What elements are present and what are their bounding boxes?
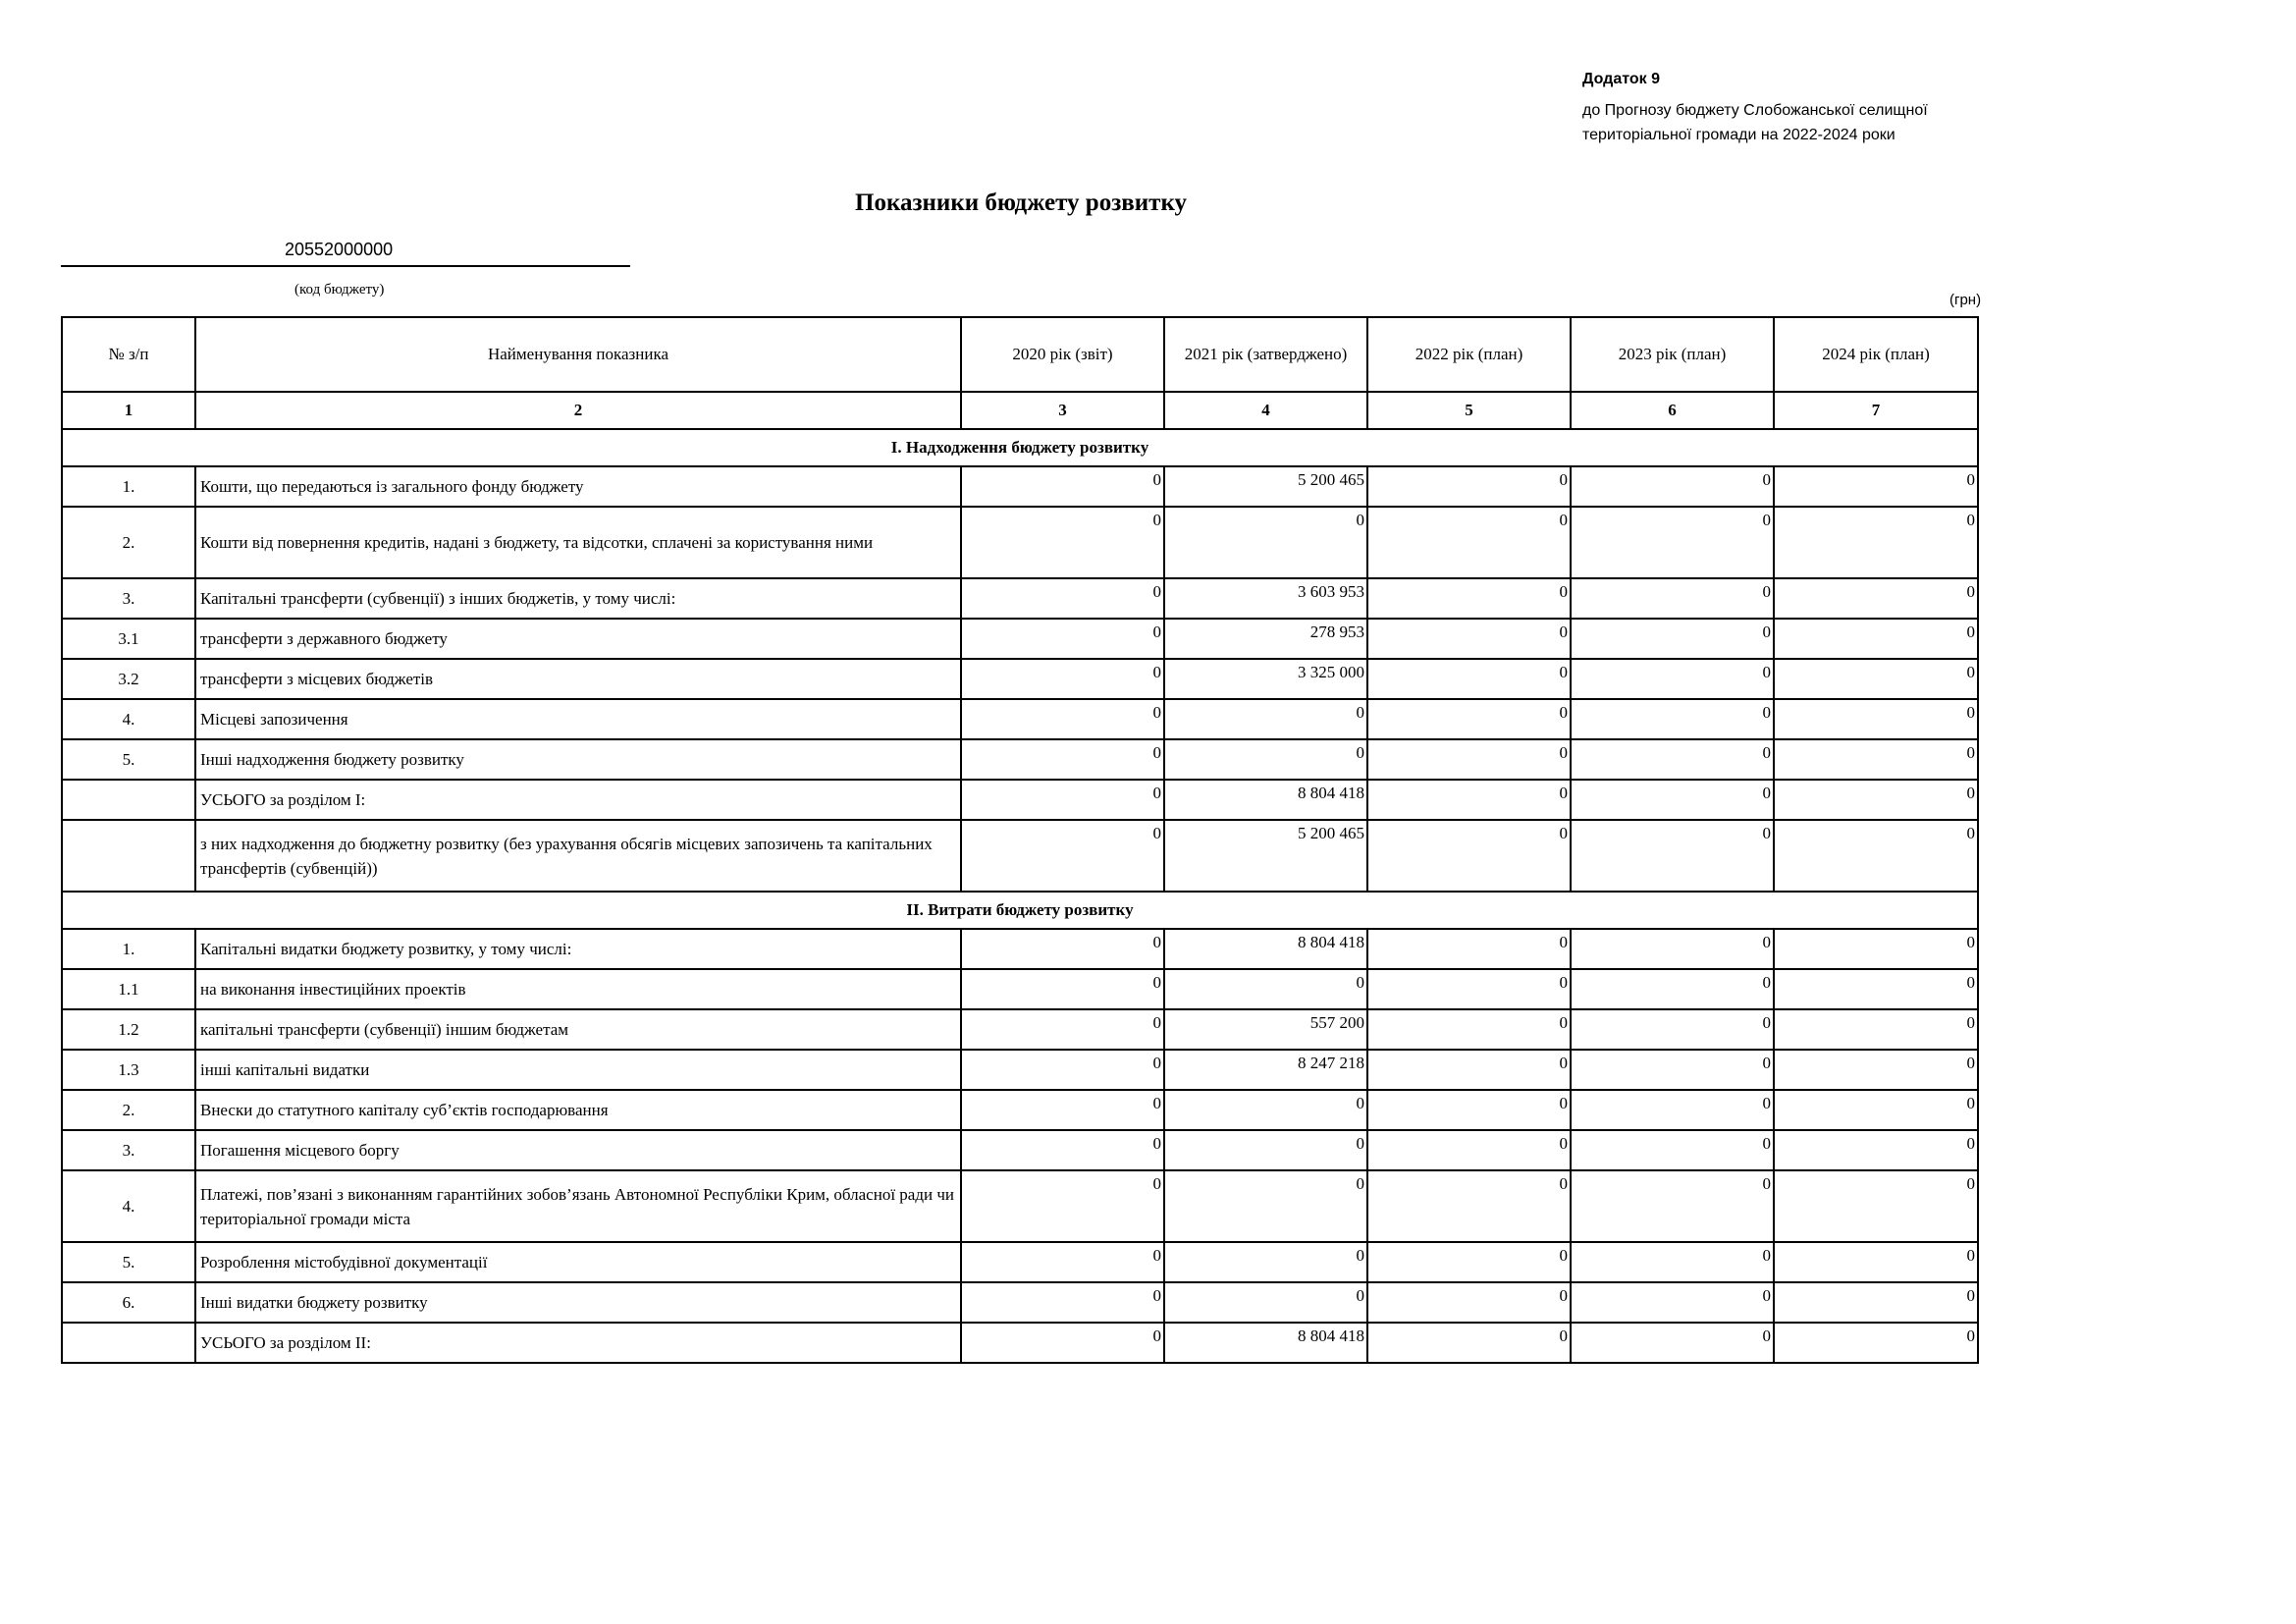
value-2024: 0 (1774, 1050, 1978, 1090)
row-number: 3.2 (62, 659, 195, 699)
value-2021: 0 (1164, 969, 1367, 1009)
value-2024: 0 (1774, 1323, 1978, 1363)
header-2024: 2024 рік (план) (1774, 317, 1978, 392)
row-number: 6. (62, 1282, 195, 1323)
value-2023: 0 (1571, 1090, 1774, 1130)
table-row (62, 659, 1978, 699)
row-number (62, 780, 195, 820)
annex-line-1: до Прогнозу бюджету Слобожанської селищної (1582, 102, 1928, 119)
annex-line-2: територіальної громади на 2022-2024 роки (1582, 127, 1896, 143)
section-header-row (62, 892, 1978, 929)
value-2023: 0 (1571, 619, 1774, 659)
row-number: 1.2 (62, 1009, 195, 1050)
value-2023: 0 (1571, 1130, 1774, 1170)
row-number: 1.3 (62, 1050, 195, 1090)
value-2022: 0 (1367, 739, 1571, 780)
table-row (62, 699, 1978, 739)
budget-code-caption: (код бюджету) (294, 282, 385, 298)
table-row (62, 1009, 1978, 1050)
header-name: Найменування показника (195, 317, 961, 392)
table-row (62, 1242, 1978, 1282)
value-2023: 0 (1571, 820, 1774, 892)
value-2021: 0 (1164, 1242, 1367, 1282)
table-row (62, 1282, 1978, 1323)
value-2022: 0 (1367, 659, 1571, 699)
value-2021: 3 603 953 (1164, 578, 1367, 619)
value-2020: 0 (961, 739, 1164, 780)
value-2023: 0 (1571, 507, 1774, 578)
value-2022: 0 (1367, 1050, 1571, 1090)
currency-units: (грн) (1949, 292, 1982, 308)
budget-code-underline (61, 265, 630, 267)
value-2020: 0 (961, 929, 1164, 969)
row-name: Інші надходження бюджету розвитку (195, 739, 961, 780)
section-title: І. Надходження бюджету розвитку (62, 429, 1978, 466)
value-2020: 0 (961, 1050, 1164, 1090)
column-number: 4 (1164, 392, 1367, 429)
value-2020: 0 (961, 507, 1164, 578)
value-2022: 0 (1367, 619, 1571, 659)
row-name: Кошти від повернення кредитів, надані з бюджету, та відсотки, сплачені за користування ними (195, 507, 961, 578)
row-name: Погашення місцевого боргу (195, 1130, 961, 1170)
row-number: 1. (62, 466, 195, 507)
table-row (62, 969, 1978, 1009)
row-name: на виконання інвестиційних проектів (195, 969, 961, 1009)
value-2020: 0 (961, 466, 1164, 507)
value-2024: 0 (1774, 619, 1978, 659)
value-2022: 0 (1367, 969, 1571, 1009)
document-title: Показники бюджету розвитку (855, 189, 1187, 216)
value-2024: 0 (1774, 1170, 1978, 1242)
value-2024: 0 (1774, 1282, 1978, 1323)
table-row (62, 929, 1978, 969)
value-2020: 0 (961, 1242, 1164, 1282)
table-header-row (62, 317, 1978, 392)
column-number: 7 (1774, 392, 1978, 429)
value-2021: 8 804 418 (1164, 929, 1367, 969)
row-name: Капітальні трансферти (субвенції) з інших бюджетів, у тому числі: (195, 578, 961, 619)
budget-code: 20552000000 (285, 240, 394, 259)
value-2020: 0 (961, 699, 1164, 739)
value-2023: 0 (1571, 466, 1774, 507)
value-2024: 0 (1774, 780, 1978, 820)
value-2021: 278 953 (1164, 619, 1367, 659)
value-2024: 0 (1774, 1130, 1978, 1170)
value-2020: 0 (961, 969, 1164, 1009)
value-2021: 0 (1164, 1130, 1367, 1170)
value-2022: 0 (1367, 1242, 1571, 1282)
row-number (62, 1323, 195, 1363)
table-row (62, 1130, 1978, 1170)
table-row (62, 1323, 1978, 1363)
value-2024: 0 (1774, 820, 1978, 892)
row-number: 4. (62, 1170, 195, 1242)
value-2024: 0 (1774, 659, 1978, 699)
row-name: Місцеві запозичення (195, 699, 961, 739)
value-2024: 0 (1774, 466, 1978, 507)
value-2020: 0 (961, 1282, 1164, 1323)
header-2023: 2023 рік (план) (1571, 317, 1774, 392)
row-name: УСЬОГО за розділом І: (195, 780, 961, 820)
row-name: Розроблення містобудівної документації (195, 1242, 961, 1282)
row-name: Платежі, пов’язані з виконанням гарантійних зобов’язань Автономної Республіки Крим, обласної ради чи територіальної громади міста (195, 1170, 961, 1242)
value-2021: 0 (1164, 699, 1367, 739)
value-2022: 0 (1367, 578, 1571, 619)
value-2022: 0 (1367, 507, 1571, 578)
section-title: ІІ. Витрати бюджету розвитку (62, 892, 1978, 929)
value-2023: 0 (1571, 739, 1774, 780)
value-2020: 0 (961, 780, 1164, 820)
row-number: 3.1 (62, 619, 195, 659)
column-number: 2 (195, 392, 961, 429)
value-2024: 0 (1774, 1090, 1978, 1130)
row-number: 3. (62, 1130, 195, 1170)
value-2021: 0 (1164, 1282, 1367, 1323)
value-2023: 0 (1571, 1050, 1774, 1090)
value-2022: 0 (1367, 1090, 1571, 1130)
value-2021: 0 (1164, 739, 1367, 780)
header-2021: 2021 рік (затверджено) (1164, 317, 1367, 392)
column-number: 1 (62, 392, 195, 429)
value-2022: 0 (1367, 780, 1571, 820)
value-2024: 0 (1774, 969, 1978, 1009)
table-row (62, 780, 1978, 820)
value-2021: 8 804 418 (1164, 1323, 1367, 1363)
row-number: 1. (62, 929, 195, 969)
row-name: Інші видатки бюджету розвитку (195, 1282, 961, 1323)
budget-table (61, 316, 1979, 1364)
row-name: Внески до статутного капіталу суб’єктів господарювання (195, 1090, 961, 1130)
budget-table-body (62, 317, 1978, 1363)
value-2020: 0 (961, 1323, 1164, 1363)
value-2023: 0 (1571, 1009, 1774, 1050)
value-2022: 0 (1367, 820, 1571, 892)
row-number: 2. (62, 1090, 195, 1130)
value-2024: 0 (1774, 699, 1978, 739)
value-2022: 0 (1367, 1170, 1571, 1242)
value-2021: 8 804 418 (1164, 780, 1367, 820)
value-2020: 0 (961, 1090, 1164, 1130)
row-name: Капітальні видатки бюджету розвитку, у тому числі: (195, 929, 961, 969)
column-number: 5 (1367, 392, 1571, 429)
column-number: 3 (961, 392, 1164, 429)
value-2021: 8 247 218 (1164, 1050, 1367, 1090)
row-name: капітальні трансферти (субвенції) іншим бюджетам (195, 1009, 961, 1050)
value-2023: 0 (1571, 780, 1774, 820)
header-number: № з/п (62, 317, 195, 392)
value-2023: 0 (1571, 699, 1774, 739)
row-number: 4. (62, 699, 195, 739)
table-row (62, 619, 1978, 659)
annex-number: Додаток 9 (1582, 71, 1660, 87)
row-name: трансферти з державного бюджету (195, 619, 961, 659)
table-row (62, 578, 1978, 619)
table-row (62, 1090, 1978, 1130)
value-2024: 0 (1774, 1242, 1978, 1282)
value-2020: 0 (961, 619, 1164, 659)
value-2020: 0 (961, 1009, 1164, 1050)
row-number: 5. (62, 1242, 195, 1282)
value-2020: 0 (961, 1130, 1164, 1170)
row-number: 3. (62, 578, 195, 619)
table-row (62, 820, 1978, 892)
table-row (62, 1050, 1978, 1090)
value-2021: 0 (1164, 507, 1367, 578)
value-2021: 0 (1164, 1090, 1367, 1130)
value-2023: 0 (1571, 1323, 1774, 1363)
row-name: трансферти з місцевих бюджетів (195, 659, 961, 699)
header-2022: 2022 рік (план) (1367, 317, 1571, 392)
value-2021: 3 325 000 (1164, 659, 1367, 699)
value-2023: 0 (1571, 1170, 1774, 1242)
row-number: 2. (62, 507, 195, 578)
value-2024: 0 (1774, 739, 1978, 780)
row-name: УСЬОГО за розділом ІІ: (195, 1323, 961, 1363)
value-2024: 0 (1774, 507, 1978, 578)
value-2022: 0 (1367, 1323, 1571, 1363)
value-2023: 0 (1571, 1282, 1774, 1323)
row-number: 1.1 (62, 969, 195, 1009)
value-2020: 0 (961, 659, 1164, 699)
value-2024: 0 (1774, 1009, 1978, 1050)
value-2020: 0 (961, 1170, 1164, 1242)
value-2024: 0 (1774, 929, 1978, 969)
value-2023: 0 (1571, 1242, 1774, 1282)
value-2021: 5 200 465 (1164, 466, 1367, 507)
row-name: Кошти, що передаються із загального фонду бюджету (195, 466, 961, 507)
value-2021: 5 200 465 (1164, 820, 1367, 892)
annex-block (1582, 67, 1928, 147)
value-2021: 0 (1164, 1170, 1367, 1242)
value-2023: 0 (1571, 659, 1774, 699)
value-2021: 557 200 (1164, 1009, 1367, 1050)
row-name: з них надходження до бюджетну розвитку (без урахування обсягів місцевих запозичень та капітальних трансфертів (субвенцій)) (195, 820, 961, 892)
value-2023: 0 (1571, 929, 1774, 969)
column-number: 6 (1571, 392, 1774, 429)
column-numbers-row (62, 392, 1978, 429)
value-2024: 0 (1774, 578, 1978, 619)
value-2022: 0 (1367, 699, 1571, 739)
value-2022: 0 (1367, 1282, 1571, 1323)
table-row (62, 739, 1978, 780)
section-header-row (62, 429, 1978, 466)
value-2022: 0 (1367, 1130, 1571, 1170)
table-row (62, 466, 1978, 507)
row-number (62, 820, 195, 892)
row-number: 5. (62, 739, 195, 780)
value-2023: 0 (1571, 969, 1774, 1009)
value-2020: 0 (961, 578, 1164, 619)
value-2022: 0 (1367, 929, 1571, 969)
value-2023: 0 (1571, 578, 1774, 619)
header-2020: 2020 рік (звіт) (961, 317, 1164, 392)
table-row (62, 1170, 1978, 1242)
value-2020: 0 (961, 820, 1164, 892)
row-name: інші капітальні видатки (195, 1050, 961, 1090)
table-row (62, 507, 1978, 578)
value-2022: 0 (1367, 1009, 1571, 1050)
value-2022: 0 (1367, 466, 1571, 507)
